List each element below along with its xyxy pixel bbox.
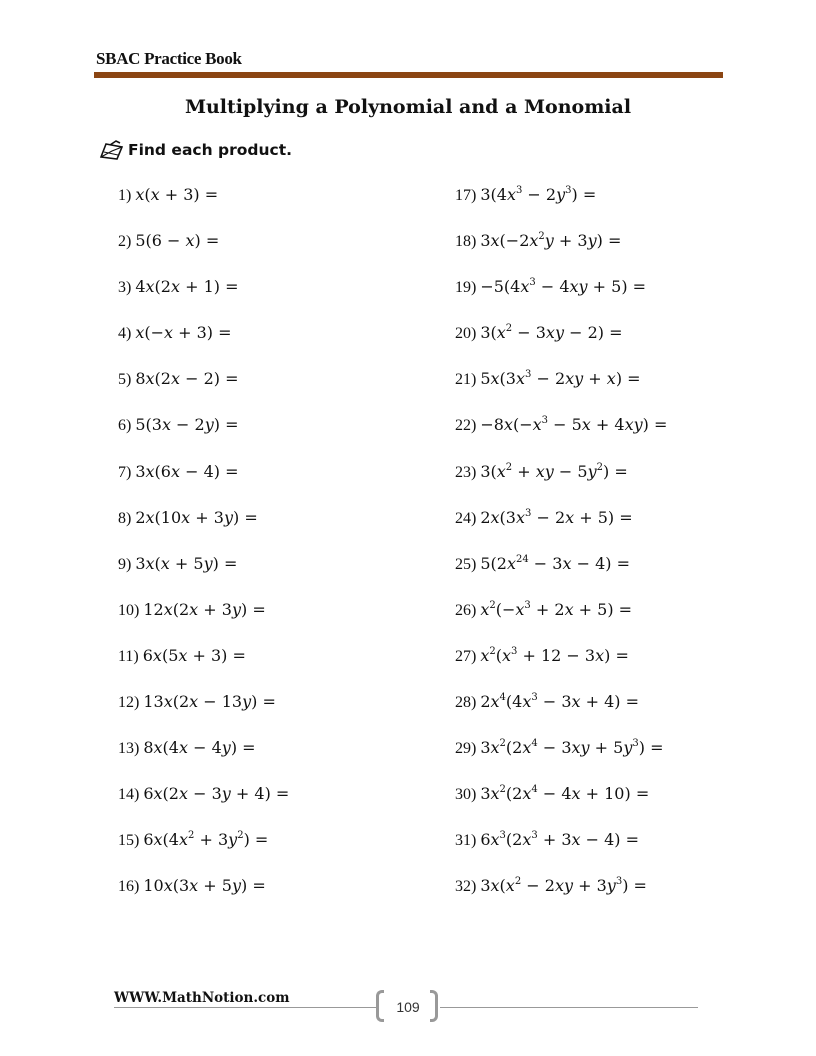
problem-number: 3)	[118, 279, 136, 297]
footer-url: WWW.MathNotion.com	[114, 990, 290, 1006]
problem-number: 30)	[455, 786, 481, 804]
problem-expression: 13x(2x − 13y) =	[143, 692, 276, 712]
problem-expression: 6x(2x − 3y + 4) =	[143, 784, 290, 804]
problem-expression: $2x(3x^3 - 2x + 5)$ =	[480, 507, 633, 527]
problem-number: 16)	[118, 878, 144, 896]
problem-expression: 3x(6x − 4) =	[135, 461, 239, 481]
problem-item	[118, 275, 289, 321]
problem-expression: $3x^2(2x^4 - 3xy + 5y^3)$ =	[480, 738, 664, 758]
problem-number: 12)	[118, 694, 144, 712]
problem-item	[455, 782, 667, 828]
problem-item	[455, 736, 667, 782]
problem-expression: $x^2(x^3 + 12 - 3x)$ =	[480, 645, 629, 665]
header-title: SBAC Practice Book	[96, 49, 242, 68]
problem-number: 8)	[118, 509, 136, 527]
problems-column-right	[455, 183, 667, 921]
problem-number: 11)	[118, 647, 143, 665]
problem-item	[118, 413, 289, 459]
problem-number: 5)	[118, 371, 136, 389]
problem-number: 6)	[118, 417, 136, 435]
problem-expression: $3x(-2x^2y + 3y)$ =	[480, 231, 622, 251]
footer-rule-left	[114, 1007, 376, 1008]
problem-number: 26)	[455, 601, 481, 619]
problem-number: 13)	[118, 740, 144, 758]
problem-expression: 6x(5x + 3) =	[142, 645, 246, 665]
problem-expression: 2x(10x + 3y) =	[135, 507, 258, 527]
problem-expression: 3x(x + 5y) =	[135, 553, 238, 573]
pencil-icon	[98, 139, 126, 161]
problem-expression: $6x(4x^2 + 3y^2)$ =	[143, 830, 269, 850]
problem-expression: $5(2x^{24} - 3x - 4)$ =	[480, 553, 630, 573]
problem-number: 20)	[455, 325, 481, 343]
problem-expression: $3(x^2$ + xy − $5y^2$) =	[480, 461, 628, 481]
problem-expression: 8x(2x − 2) =	[135, 369, 239, 389]
page-number: 109	[396, 999, 420, 1015]
problem-expression: 5(3x − 2y) =	[135, 415, 239, 435]
problem-item	[455, 506, 667, 552]
problem-expression: $x^2(-x^3 + 2x + 5)$ =	[480, 599, 633, 619]
problem-item	[455, 229, 667, 275]
problem-item	[118, 828, 289, 874]
problem-expression: $3x^2(2x^4 - 4x + 10)$ =	[480, 784, 650, 804]
problem-item	[118, 506, 289, 552]
instructions-text: Find each product.	[128, 141, 293, 159]
problem-number: 17)	[455, 187, 481, 204]
problem-expression: 12x(2x + 3y) =	[143, 599, 266, 619]
problem-number: 19)	[455, 279, 481, 297]
problem-item	[118, 460, 289, 506]
problem-number: 18)	[455, 233, 481, 251]
instructions	[98, 139, 292, 161]
problem-number: 7)	[118, 463, 136, 481]
problem-number: 28)	[455, 694, 481, 712]
problem-item	[455, 644, 667, 690]
problem-expression: $6x^3(2x^3 + 3x - 4)$ =	[480, 830, 640, 850]
problem-number: 27)	[455, 647, 481, 665]
problem-item	[118, 183, 289, 229]
problem-expression: $3x(x^2 - 2xy + 3y^3)$ =	[480, 876, 647, 896]
problem-number: 21)	[455, 371, 481, 389]
problem-number: 14)	[118, 786, 144, 804]
problem-expression: $-5(4x^3 - 4xy + 5)$ =	[480, 277, 647, 297]
problem-item	[455, 828, 667, 874]
page-title: Multiplying a Polynomial and a Monomial	[184, 96, 632, 118]
problems-column-left	[118, 183, 289, 921]
problem-expression: $3(x^2 - 3xy - 2)$ =	[480, 323, 623, 343]
problem-expression: 8x(4x − 4y) =	[143, 738, 256, 758]
problem-item	[118, 552, 289, 598]
problem-expression: $5x(3x^3 - 2xy + x)$ =	[480, 369, 641, 389]
problem-expression: $3(4x^3 - 2y^3)$ =	[480, 185, 597, 204]
problem-item	[118, 782, 289, 828]
problem-number: 24)	[455, 509, 481, 527]
problem-item	[455, 367, 667, 413]
problem-expression: $-8x(-x^3 - 5x + 4xy)$ =	[480, 415, 668, 435]
problem-item	[118, 598, 289, 644]
problem-number: 10)	[118, 601, 144, 619]
problem-item	[455, 874, 667, 920]
problem-number: 15)	[118, 832, 144, 850]
problem-item	[118, 736, 289, 782]
problem-item	[118, 367, 289, 413]
footer-rule-right	[440, 1007, 698, 1008]
problem-expression: $2x^4(4x^3 - 3x + 4)$ =	[480, 692, 640, 712]
problem-number: 32)	[455, 878, 481, 896]
problem-item	[118, 690, 289, 736]
problem-number: 9)	[118, 555, 136, 573]
header-rule	[94, 72, 723, 78]
problem-number: 4)	[118, 325, 136, 343]
problem-expression: 5(6 − x) =	[135, 231, 220, 251]
problem-expression: 10x(3x + 5y) =	[143, 876, 266, 896]
problem-item	[455, 690, 667, 736]
problem-expression: 4x(2x + 1) =	[135, 277, 239, 297]
problem-number: 25)	[455, 555, 481, 573]
problem-number: 23)	[455, 463, 481, 481]
problem-item	[455, 275, 667, 321]
problem-item	[455, 183, 667, 229]
problem-number: 22)	[455, 417, 481, 435]
problem-item	[455, 598, 667, 644]
problem-number: 2)	[118, 233, 136, 251]
problem-item	[118, 229, 289, 275]
problem-item	[118, 644, 289, 690]
problem-number: 31)	[455, 832, 481, 850]
problem-item	[118, 874, 289, 920]
problem-item	[455, 552, 667, 598]
problem-expression: x(x + 3) =	[135, 185, 219, 204]
problem-expression: x(−x + 3) =	[135, 323, 232, 343]
problem-item	[118, 321, 289, 367]
problem-number: 1)	[118, 187, 136, 204]
problem-item	[455, 460, 667, 506]
problem-item	[455, 321, 667, 367]
problem-number: 29)	[455, 740, 481, 758]
problem-item	[455, 413, 667, 459]
